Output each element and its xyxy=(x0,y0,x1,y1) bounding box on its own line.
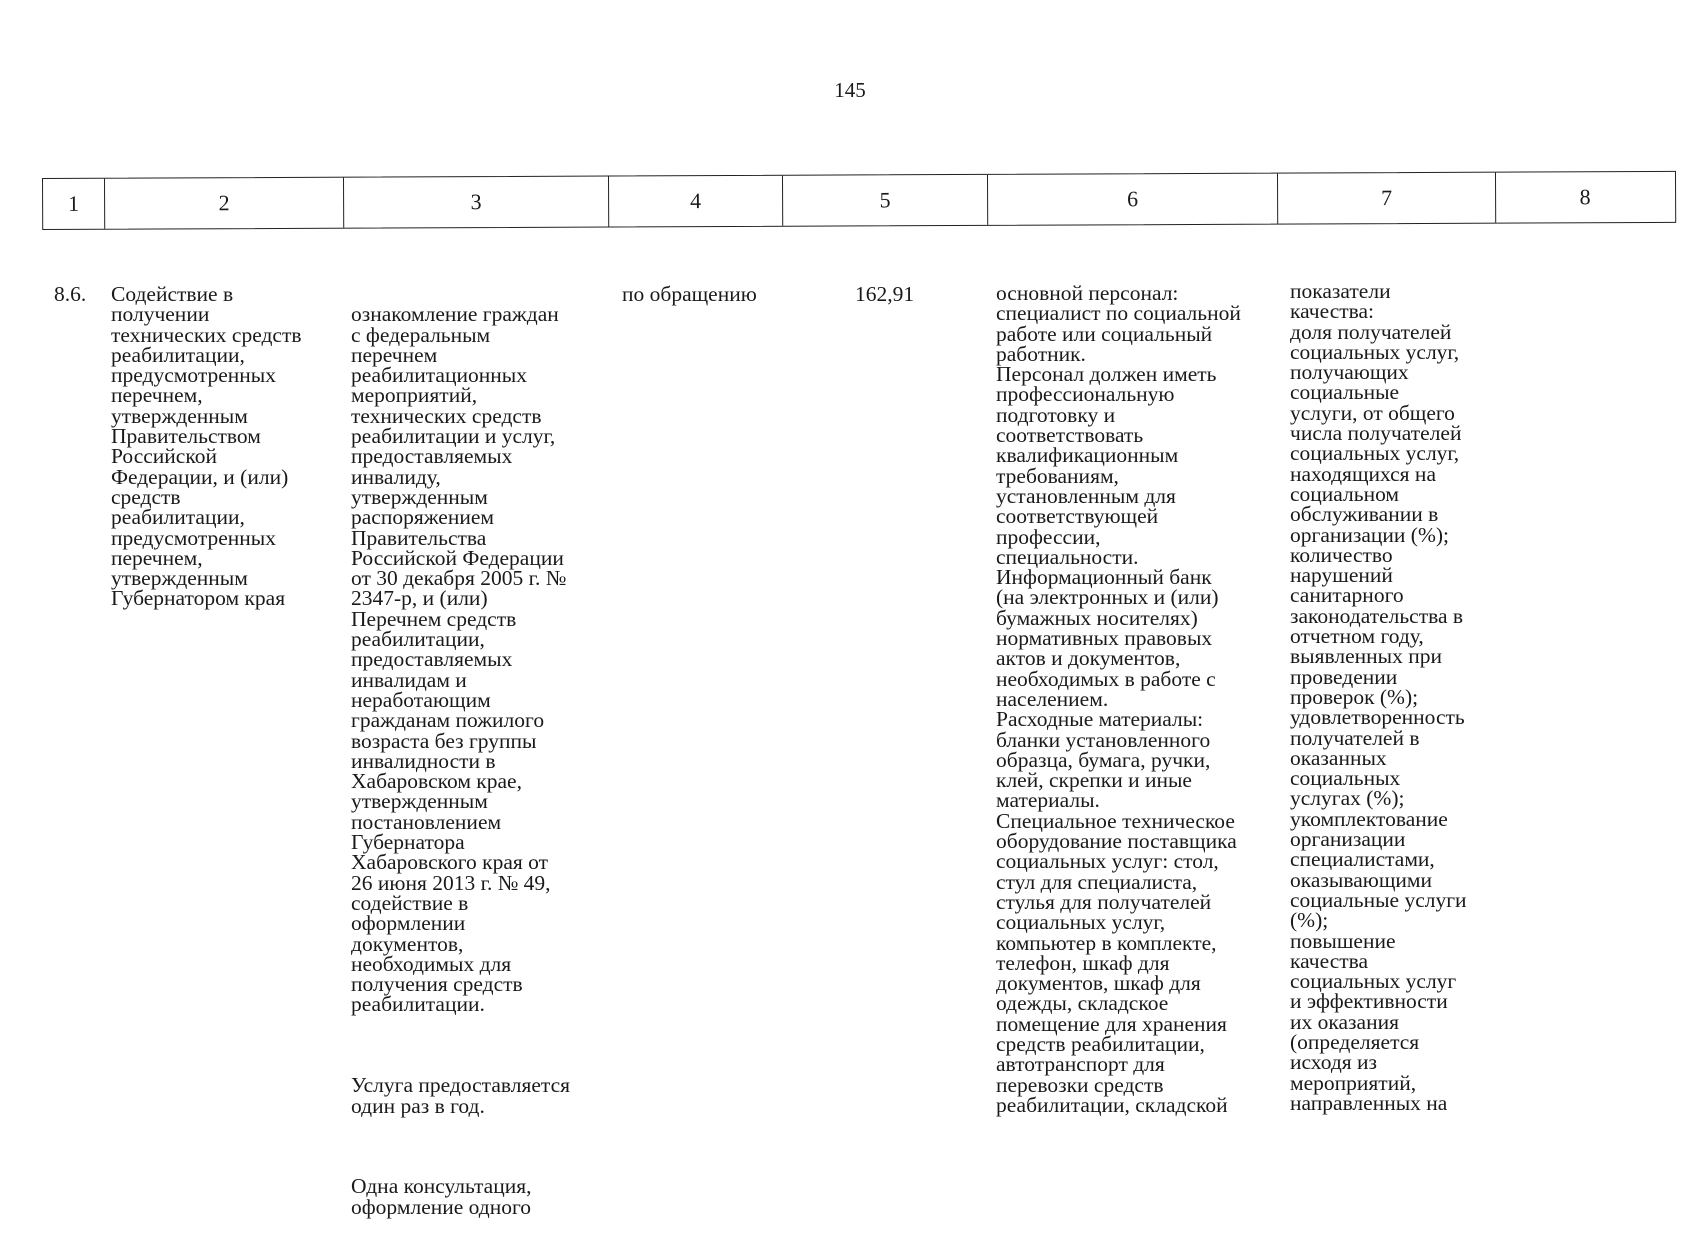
provision-condition: по обращению xyxy=(622,282,757,306)
header-cell-5: 5 xyxy=(783,175,988,226)
header-cell-3: 3 xyxy=(344,177,609,228)
tariff-value: 162,91 xyxy=(855,282,915,306)
header-cell-2: 2 xyxy=(105,178,344,229)
header-cell-1: 1 xyxy=(43,179,105,229)
service-name: Содействие в получении технических средств реабилитации, предусмотренных перечнем, утвержденным Правительством Российской Федерации, и (или) средств реабилитации, предусмотренных перечнем, утвержденным Губернатором края xyxy=(111,282,302,611)
page-number: 145 xyxy=(834,78,866,102)
row-number: 8.6. xyxy=(54,282,87,306)
header-cell-8: 8 xyxy=(1579,184,1591,210)
service-unit-note: Одна консультация, оформление одного xyxy=(351,1174,532,1219)
service-frequency-note: Услуга предоставляется один раз в год. xyxy=(351,1073,570,1118)
header-cell-6: 6 xyxy=(988,174,1278,225)
staffing-and-resources: основной персонал: специалист по социальной работе или социальный работник. Персонал должен иметь профессиональную подготовку и соответствовать квалификационным требованиям, установленным для соответствующей профессии, специальности. Информационный банк (на электронных и (или) бумажных носителях) нормативных правовых актов и документов, необходимых в работе с населением. Расходные материалы: бланки установленного образца, бумага, ручки, клей, скрепки и иные материалы. Специальное техническое оборудование поставщика социальных услуг: стол, стул для специалиста, стулья для получателей социальных услуг, компьютер в комплекте, телефон, шкаф для документов, шкаф для одежды, складское помещение для хранения средств реабилитации, автотранспорт для перевозки средств реабилитации, складской xyxy=(996,281,1241,1117)
quality-indicators: показатели качества: доля получателей социальных услуг, получающих социальные услуги, от общего числа получателей социальных услуг, находящихся на социальном обслуживании в организации (%); количество нарушений санитарного законодательства в отчетном году, выявленных при проведении проверок (%); удовлетворенность получателей в оказанных социальных услугах (%); укомплектование организации специалистами, оказывающими социальные услуги (%); повышение качества социальных услуг и эффективности их оказания (определяется исходя из мероприятий, направленных на xyxy=(1290,279,1467,1115)
service-description-main: ознакомление граждан с федеральным перечнем реабилитационных мероприятий, технических средств реабилитации и услуг, предоставляемых инвалиду, утвержденным распоряжением Правительства Российской Федерации от 30 декабря 2005 г. № 2347-р, и (или) Перечнем средств реабилитации, предоставляемых инвалидам и неработающим гражданам пожилого возраста без группы инвалидности в Хабаровском крае, утвержденным постановлением Губернатора Хабаровского края от 26 июня 2013 г. № 49, содействие в оформлении документов, необходимых для получения средств реабилитации. xyxy=(351,302,567,1017)
column-number-header xyxy=(42,171,1676,230)
header-cell-4: 4 xyxy=(609,176,783,227)
header-cell-7: 7 xyxy=(1278,173,1496,224)
service-description xyxy=(351,284,616,1237)
